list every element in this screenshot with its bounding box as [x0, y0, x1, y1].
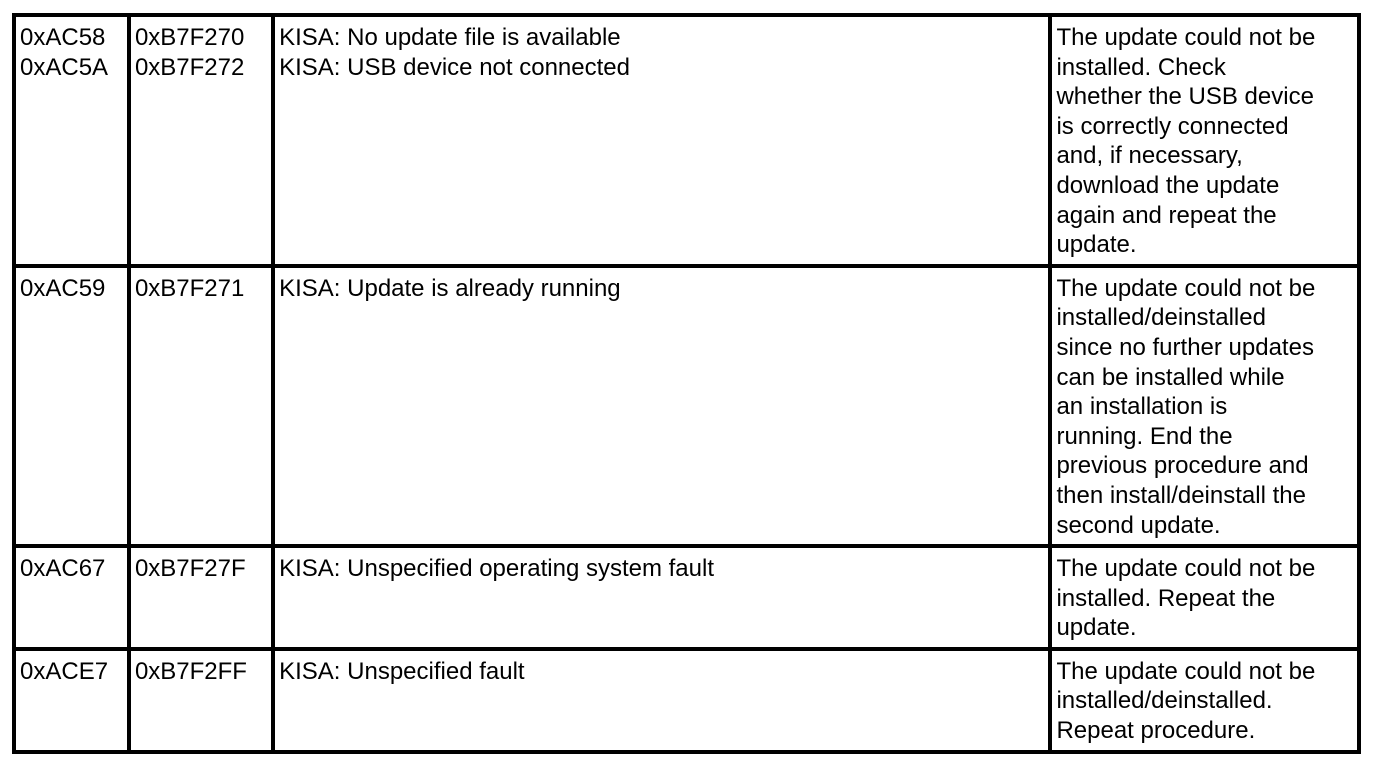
remedy-line: then install/deinstall the: [1056, 481, 1306, 509]
remedy-cell: [1050, 15, 1359, 266]
remedy-line: second update.: [1056, 511, 1221, 539]
document-page: [12, 13, 1361, 754]
hex-code: 0xB7F2FF: [134, 657, 247, 685]
remedy-line: running. End the: [1056, 422, 1233, 450]
remedy-line: installed. Repeat the: [1056, 584, 1276, 612]
remedy-line: since no further updates: [1056, 333, 1314, 361]
hex-code: 0xB7F271: [134, 274, 245, 302]
remedy-line: The update could not be: [1056, 555, 1316, 583]
fault-code-cell: [14, 649, 129, 752]
hex-code: 0xB7F272: [134, 53, 245, 81]
fault-description: KISA: Unspecified operating system fault: [279, 555, 714, 583]
remedy-cell: [1050, 266, 1359, 546]
table-row: [14, 649, 1359, 752]
fault-code: 0xACE7: [20, 657, 109, 685]
remedy-line: Repeat procedure.: [1056, 717, 1256, 745]
fault-code: 0xAC5A: [20, 53, 109, 81]
remedy-line: is correctly connected: [1056, 112, 1289, 140]
fault-code-cell: [14, 546, 129, 649]
fault-description: KISA: USB device not connected: [279, 53, 630, 81]
remedy-line: update.: [1056, 231, 1137, 259]
remedy-line: update.: [1056, 614, 1137, 642]
remedy-line: an installation is: [1056, 393, 1228, 421]
description-cell: [273, 546, 1050, 649]
remedy-line: and, if necessary,: [1056, 142, 1243, 170]
table-row: [14, 546, 1359, 649]
remedy-line: installed. Check: [1056, 53, 1226, 81]
remedy-line: can be installed while: [1056, 363, 1285, 391]
table-row: [14, 15, 1359, 266]
remedy-line: previous procedure and: [1056, 452, 1309, 480]
hex-code-cell: [129, 266, 273, 546]
hex-code: 0xB7F270: [134, 24, 245, 51]
hex-code-cell: [129, 15, 273, 266]
fault-code: 0xAC59: [20, 274, 106, 302]
fault-code-cell: [14, 266, 129, 546]
hex-code: 0xB7F27F: [134, 555, 246, 583]
remedy-line: whether the USB device: [1056, 83, 1314, 111]
description-cell: [273, 649, 1050, 752]
fault-code: 0xAC67: [20, 555, 106, 583]
fault-code-table: [12, 13, 1361, 754]
fault-description: KISA: No update file is available: [279, 24, 621, 51]
remedy-line: The update could not be: [1056, 24, 1316, 51]
remedy-line: installed/deinstalled: [1056, 304, 1266, 332]
hex-code-cell: [129, 546, 273, 649]
fault-code-cell: [14, 15, 129, 266]
fault-code: 0xAC58: [20, 24, 106, 51]
fault-description: KISA: Unspecified fault: [279, 657, 525, 685]
remedy-line: installed/deinstalled.: [1056, 687, 1273, 715]
remedy-cell: [1050, 649, 1359, 752]
table-row: [14, 266, 1359, 546]
description-cell: [273, 15, 1050, 266]
description-cell: [273, 266, 1050, 546]
remedy-cell: [1050, 546, 1359, 649]
remedy-line: download the update: [1056, 171, 1280, 199]
hex-code-cell: [129, 649, 273, 752]
remedy-line: again and repeat the: [1056, 201, 1277, 229]
remedy-line: The update could not be: [1056, 274, 1316, 302]
fault-description: KISA: Update is already running: [279, 274, 621, 302]
remedy-line: The update could not be: [1056, 657, 1316, 685]
